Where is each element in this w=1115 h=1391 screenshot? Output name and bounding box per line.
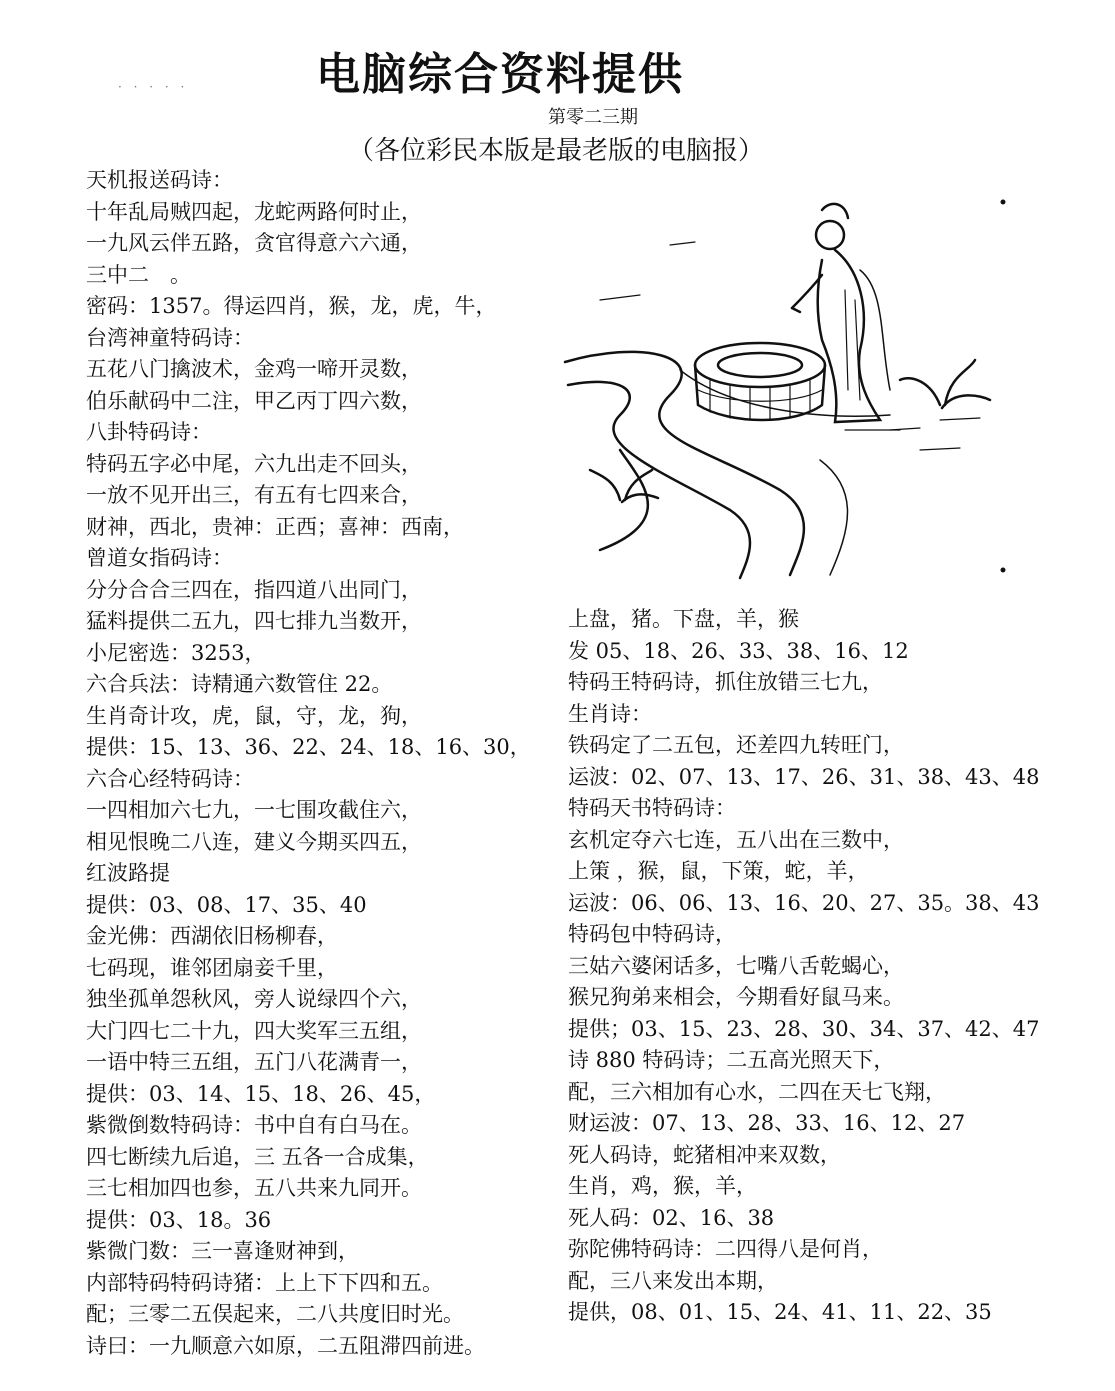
text-line: 特码五字必中尾，六九出走不回头，: [86, 451, 422, 476]
text-line: 小尼密选：3253，: [86, 640, 266, 665]
text-line: 财运波：07、13、28、33、16、12、27: [568, 1111, 966, 1135]
text-line: 配，三六相加有心水，二四在天七飞翔，: [568, 1079, 946, 1104]
decorative-dots: · · · · ·: [118, 80, 189, 94]
left-column: [86, 165, 556, 1362]
text-line: 提供：03、08、17、35、40: [86, 892, 367, 917]
text-line: 诗 880 特码诗；二五高光照天下，: [568, 1048, 895, 1072]
text-line: 提供：15、13、36、22、24、18、16、30，: [86, 735, 531, 759]
text-line: 猛料提供二五九，四七排九当数开，: [86, 609, 422, 633]
text-line: 一放不见开出三，有五有七四来合，: [86, 483, 422, 507]
text-line: 上盘，猪。下盘，羊，猴: [568, 607, 799, 631]
text-line: 诗曰：一九顺意六如原，二五阻滞四前进。: [86, 1333, 485, 1358]
text-line: 金光佛：西湖依旧杨柳春，: [86, 924, 338, 948]
text-line: 紫微倒数特码诗：书中自有白马在。: [86, 1113, 422, 1137]
text-line: 配，三八来发出本期，: [568, 1268, 778, 1293]
text-line: 上策 ，猴，鼠，下策，蛇，羊，: [568, 859, 869, 883]
text-line: 铁码定了二五包，还差四九转旺门，: [568, 733, 904, 757]
text-line: 死人码诗，蛇猪相冲来双数，: [568, 1142, 841, 1167]
text-line: 曾道女指码诗：: [86, 546, 233, 570]
text-line: 天机报送码诗：: [86, 168, 233, 192]
text-line: 提供，08、01、15、24、41、11、22、35: [568, 1300, 992, 1324]
text-line: 死人码：02、16、38: [568, 1205, 775, 1230]
text-line: 十年乱局贼四起，龙蛇两路何时止，: [86, 199, 422, 224]
text-line: 生肖诗：: [568, 701, 652, 726]
text-line: 特码王特码诗，抓住放错三七九，: [568, 670, 883, 694]
text-line: 紫微门数：三一喜逢财神到，: [86, 1239, 359, 1263]
text-line: 特码天书特码诗：: [568, 796, 736, 820]
text-line: 五花八门擒波术，金鸡一啼开灵数，: [86, 357, 422, 381]
text-line: 弥陀佛特码诗：二四得八是何肖，: [568, 1237, 883, 1261]
text-line: 提供：03、18。36: [86, 1207, 272, 1232]
text-line: 配；三零二五俣起来，二八共度旧时光。: [86, 1302, 464, 1326]
text-line: 分分合合三四在，指四道八出同门，: [86, 577, 422, 602]
text-line: 生肖，鸡，猴，羊，: [568, 1174, 757, 1198]
text-line: 一四相加六七九，一七围攻截住六，: [86, 798, 422, 822]
text-line: 生肖奇计攻，虎，鼠，守，龙，狗，: [86, 703, 422, 728]
text-line: 红波路提: [86, 861, 170, 885]
text-line: 七码现，谁邻团扇妾千里，: [86, 955, 338, 980]
text-line: 伯乐献码中二注，甲乙丙丁四六数，: [86, 388, 422, 413]
text-line: 四七断续九后追，三 五各一合成集，: [86, 1144, 429, 1169]
text-line: 三七相加四也参，五八共来九同开。: [86, 1176, 422, 1200]
page-subtitle: （各位彩民本版是最老版的电脑报）: [348, 136, 765, 166]
text-line: 一九风云伴五路，贪官得意六六通，: [86, 231, 422, 255]
text-line: 一语中特三五组，五门八花满青一，: [86, 1050, 422, 1074]
text-line: 独坐孤单怨秋风，旁人说绿四个六，: [86, 987, 422, 1011]
text-line: 六合兵法：诗精通六数管住 22。: [86, 672, 393, 696]
text-line: 发 05、18、26、33、38、16、12: [568, 638, 909, 663]
right-column: [568, 604, 1098, 1329]
text-line: 内部特码特码诗猪：上上下下四和五。: [86, 1270, 443, 1295]
text-line: 大门四七二十九，四大奖军三五组，: [86, 1018, 422, 1043]
text-line: 台湾神童特码诗：: [86, 325, 254, 350]
woman-at-well-illustration: [560, 190, 1020, 580]
text-line: 提供；03、15、23、28、30、34、37、42、47: [568, 1016, 1040, 1041]
text-line: 八卦特码诗：: [86, 420, 212, 444]
text-line: 特码包中特码诗，: [568, 922, 736, 946]
page-title: 电脑综合资料提供: [316, 49, 684, 100]
text-line: 三中二 。: [86, 262, 191, 287]
text-line: 提供：03、14、15、18、26、45，: [86, 1081, 436, 1106]
text-line: 六合心经特码诗：: [86, 766, 254, 791]
text-line: 相见恨晚二八连，建义今期买四五，: [86, 829, 422, 854]
text-line: 玄机定夺六七连，五八出在三数中，: [568, 827, 904, 852]
text-line: 三姑六婆闲话多，七嘴八舌乾蝎心，: [568, 953, 904, 978]
text-line: 财神，西北，贵神：正西；喜神：西南，: [86, 514, 464, 539]
issue-number: 第零二三期: [548, 107, 638, 128]
text-line: 运波：06、06、13、16、20、27、35。38、43: [568, 890, 1040, 915]
text-line: 猴兄狗弟来相会，今期看好鼠马来。: [568, 985, 904, 1009]
text-line: 运波：02、07、13、17、26、31、38、43、48: [568, 764, 1040, 789]
text-line: 密码：1357。得运四肖，猴，龙，虎，牛，: [86, 294, 497, 318]
